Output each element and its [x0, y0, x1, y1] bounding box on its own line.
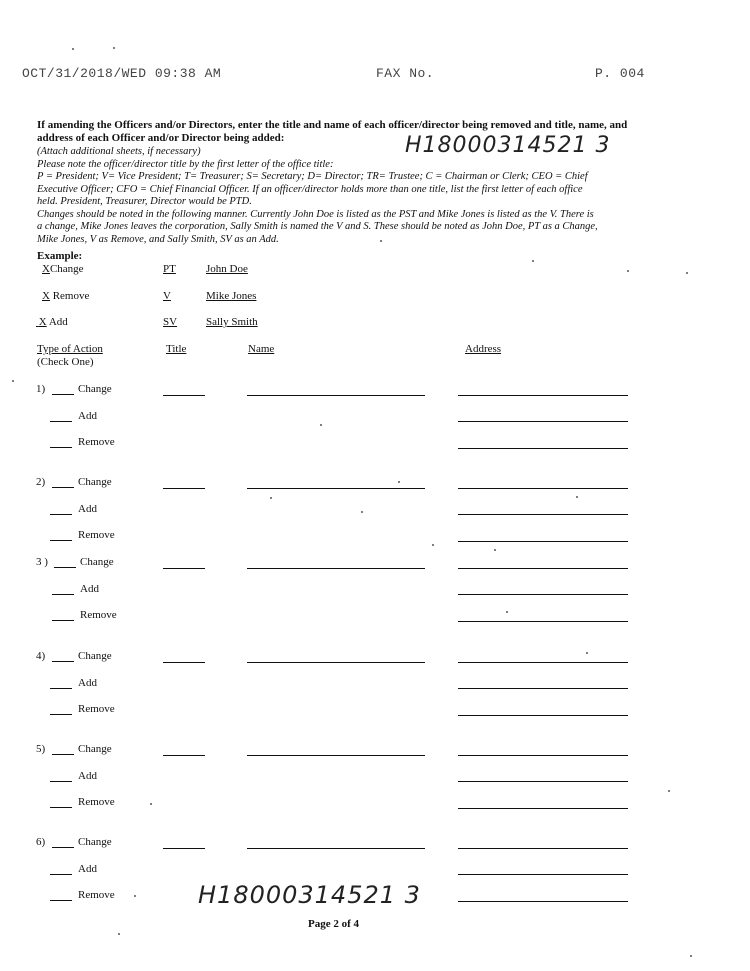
fax-date: OCT/31/2018/WED 09:38 AM: [22, 66, 222, 81]
example-row-change: [42, 263, 84, 275]
changes-line-3: Mike Jones, V as Remove, and Sally Smith, SV as an Add.: [37, 233, 279, 245]
titles-line-2: Executive Officer; CFO = Chief Financial Officer. If an officer/director holds more than one title, list the first letter of each office: [37, 183, 583, 195]
entry-number: 4): [36, 650, 46, 662]
example-title: SV: [163, 316, 178, 328]
attach-note: (Attach additional sheets, if necessary): [37, 146, 201, 157]
entry-remove-label: Remove: [80, 609, 117, 621]
changes-line-2: a change, Mike Jones leaves the corporation, Sally Smith is named the V and S. These should be noted as John Doe, PT as a Change,: [37, 221, 598, 232]
entry-title-field[interactable]: [163, 395, 205, 396]
entry-add-label: Add: [78, 770, 97, 782]
entry-name-field[interactable]: [247, 568, 425, 569]
entry-add-checkbox[interactable]: [50, 421, 72, 422]
entry-remove-checkbox[interactable]: [50, 900, 72, 901]
entry-address-line-3[interactable]: [458, 715, 628, 716]
entry-add-label: Add: [78, 863, 97, 875]
entry-address-line-1[interactable]: [458, 395, 628, 396]
entry-title-field[interactable]: [163, 662, 205, 663]
entry-number: 5): [36, 743, 46, 755]
entry-address-line-2[interactable]: [458, 514, 628, 515]
entry-name-field[interactable]: [247, 848, 425, 849]
entry-address-line-1[interactable]: [458, 488, 628, 489]
entry-add-checkbox[interactable]: [50, 514, 72, 515]
instructions-block: [37, 119, 717, 246]
header-title: Title: [166, 343, 187, 355]
entry-number: 3 ): [36, 556, 48, 568]
header-check-one: (Check One): [37, 356, 94, 368]
entry-remove-checkbox[interactable]: [50, 714, 72, 715]
example-action: Add: [48, 316, 68, 328]
entry-remove-label: Remove: [78, 796, 115, 808]
entry-add-checkbox[interactable]: [50, 874, 72, 875]
example-action: Remove: [52, 290, 90, 302]
entry-address-line-3[interactable]: [458, 901, 628, 902]
example-mark: X: [42, 263, 50, 275]
entry-title-field[interactable]: [163, 568, 205, 569]
entry-change-checkbox[interactable]: [52, 394, 74, 395]
entry-number: 6): [36, 836, 46, 848]
entry-address-line-2[interactable]: [458, 874, 628, 875]
entry-number: 1): [36, 383, 46, 395]
example-name: Mike Jones: [206, 290, 257, 302]
handwritten-document-number-bottom: H18000314521 3: [198, 881, 421, 909]
entry-remove-label: Remove: [78, 436, 115, 448]
header-type-of-action: Type of Action (Check One): [37, 343, 103, 368]
entry-add-label: Add: [78, 410, 97, 422]
entry-change-label: Change: [78, 383, 112, 395]
changes-line-1: Changes should be noted in the following manner. Currently John Doe is listed as the PST and Mike Jones is listed as the V. There is: [37, 208, 594, 220]
example-mark: X: [42, 290, 50, 302]
entry-address-line-1[interactable]: [458, 848, 628, 849]
entry-address-line-3[interactable]: [458, 448, 628, 449]
entry-address-line-1[interactable]: [458, 755, 628, 756]
entry-add-label: Add: [78, 677, 97, 689]
header-name: Name: [248, 343, 275, 355]
example-name: John Doe: [206, 263, 248, 275]
entry-name-field[interactable]: [247, 755, 425, 756]
example-action: Change: [49, 263, 84, 275]
instructions-line-1: If amending the Officers and/or Directors, enter the title and name of each officer/director being removed and title, name, and: [37, 119, 628, 131]
example-title: V: [163, 290, 171, 302]
instructions-line-2: address of each Officer and/or Director being added:: [37, 132, 285, 144]
entry-remove-checkbox[interactable]: [50, 807, 72, 808]
entry-address-line-3[interactable]: [458, 541, 628, 542]
entry-address-line-3[interactable]: [458, 808, 628, 809]
header-address: Address: [465, 343, 502, 355]
entry-remove-label: Remove: [78, 889, 115, 901]
entry-add-checkbox[interactable]: [50, 781, 72, 782]
entry-change-checkbox[interactable]: [52, 847, 74, 848]
entry-change-checkbox[interactable]: [54, 567, 76, 568]
entry-change-label: Change: [78, 836, 112, 848]
entry-remove-checkbox[interactable]: [50, 447, 72, 448]
entry-add-checkbox[interactable]: [50, 688, 72, 689]
example-title: PT: [163, 263, 176, 275]
entry-change-label: Change: [78, 476, 112, 488]
example-name: Sally Smith: [206, 316, 258, 328]
entry-change-checkbox[interactable]: [52, 487, 74, 488]
entry-address-line-2[interactable]: [458, 688, 628, 689]
example-label: Example:: [37, 250, 83, 262]
example-row-remove: [42, 290, 89, 302]
entry-title-field[interactable]: [163, 488, 205, 489]
entry-name-field[interactable]: [247, 395, 425, 396]
entry-remove-label: Remove: [78, 703, 115, 715]
entry-address-line-1[interactable]: [458, 568, 628, 569]
example-row-add: [36, 316, 68, 328]
entry-address-line-3[interactable]: [458, 621, 628, 622]
entry-remove-checkbox[interactable]: [50, 540, 72, 541]
entry-title-field[interactable]: [163, 848, 205, 849]
title-note: Please note the officer/director title by the first letter of the office title:: [37, 158, 334, 170]
entry-address-line-2[interactable]: [458, 781, 628, 782]
entry-number: 2): [36, 476, 46, 488]
entry-change-checkbox[interactable]: [52, 754, 74, 755]
fax-page: P. 004: [595, 66, 645, 81]
titles-line-3: held. President, Treasurer, Director would be PTD.: [37, 196, 252, 207]
entry-address-line-1[interactable]: [458, 662, 628, 663]
entry-remove-checkbox[interactable]: [52, 620, 74, 621]
entry-name-field[interactable]: [247, 662, 425, 663]
entry-change-label: Change: [78, 743, 112, 755]
entry-address-line-2[interactable]: [458, 594, 628, 595]
entry-remove-label: Remove: [78, 529, 115, 541]
handwritten-document-number-top: H18000314521 3: [405, 133, 611, 158]
fax-number-label: FAX No.: [376, 66, 435, 81]
titles-line-1: P = President; V= Vice President; T= Treasurer; S= Secretary; D= Director; TR= Trustee; C = Chairman or Clerk; CEO = Chief: [37, 171, 588, 182]
entry-change-label: Change: [78, 650, 112, 662]
entry-change-checkbox[interactable]: [52, 661, 74, 662]
entry-address-line-2[interactable]: [458, 421, 628, 422]
entry-add-label: Add: [80, 583, 99, 595]
entry-name-field[interactable]: [247, 488, 425, 489]
entry-title-field[interactable]: [163, 755, 205, 756]
entry-change-label: Change: [80, 556, 114, 568]
page-footer: Page 2 of 4: [308, 918, 360, 930]
example-mark: X: [38, 316, 47, 328]
entry-add-label: Add: [78, 503, 97, 515]
entry-add-checkbox[interactable]: [52, 594, 74, 595]
